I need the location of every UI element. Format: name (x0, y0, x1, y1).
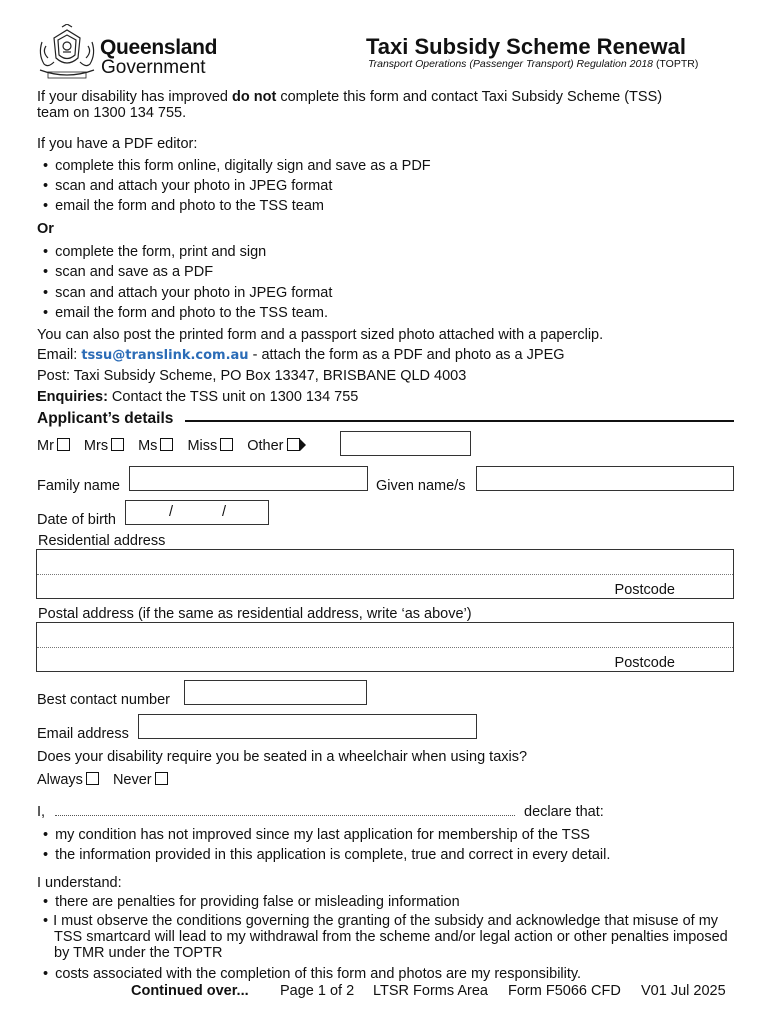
list-item: • scan and attach your photo in JPEG format (43, 177, 332, 195)
wheelchair-question: Does your disability require you be seated in a wheelchair when using taxis? (37, 749, 528, 765)
never-checkbox[interactable] (155, 772, 168, 785)
email-address-label: Email address (37, 726, 129, 742)
contact-number-label: Best contact number (37, 692, 170, 708)
residential-address-field[interactable] (36, 549, 734, 599)
always-checkbox[interactable] (86, 772, 99, 785)
family-name-field[interactable] (129, 466, 368, 491)
dob-separator: / (169, 504, 174, 520)
post-note: You can also post the printed form and a passport sized photo attached with a paperclip. (37, 327, 604, 343)
continued-over: Continued over... (131, 983, 249, 999)
mr-checkbox[interactable] (57, 438, 70, 451)
mrs-checkbox[interactable] (111, 438, 124, 451)
postal-address-label: Postal address (if the same as residential address, write ‘as above’) (38, 606, 472, 622)
postcode-label: Postcode (614, 582, 675, 598)
title-checkboxes: Mr Mrs Ms Miss Other (37, 437, 306, 455)
list-item: • email the form and photo to the TSS team (43, 197, 324, 215)
org-name-line1: Queensland (100, 36, 218, 59)
list-item: • complete this form online, digitally sign and save as a PDF (43, 157, 431, 175)
miss-checkbox[interactable] (220, 438, 233, 451)
form-version: V01 Jul 2025 (641, 983, 726, 999)
arrow-right-icon (300, 439, 306, 451)
form-number: Form F5066 CFD (508, 983, 621, 999)
dob-label: Date of birth (37, 512, 116, 528)
list-item: • email the form and photo to the TSS team. (43, 304, 328, 322)
queensland-crest-logo (34, 24, 100, 82)
list-item: • costs associated with the completion of this form and photos are my responsibility. (43, 965, 581, 983)
declarant-name-field[interactable] (55, 815, 515, 816)
postcode-label: Postcode (614, 655, 675, 671)
list-item: • the information provided in this application is complete, true and correct in every detail. (43, 846, 610, 864)
list-item: • complete the form, print and sign (43, 243, 266, 261)
understand-heading: I understand: (37, 875, 122, 891)
given-names-label: Given name/s (376, 478, 466, 494)
list-item: • scan and save as a PDF (43, 263, 213, 281)
residential-address-label: Residential address (38, 533, 166, 549)
or-label: Or (37, 221, 54, 237)
page-number: Page 1 of 2 (280, 983, 355, 999)
list-item: • scan and attach your photo in JPEG format (43, 284, 332, 302)
other-title-field[interactable] (340, 431, 471, 456)
dob-separator: / (222, 504, 227, 520)
list-item: • there are penalties for providing false or misleading information (43, 893, 460, 911)
contact-number-field[interactable] (184, 680, 367, 705)
ms-checkbox[interactable] (160, 438, 173, 451)
email-address-field[interactable] (138, 714, 477, 739)
enquiries-line: Enquiries: Contact the TSS unit on 1300 134 755 (37, 389, 359, 405)
dob-field[interactable] (125, 500, 269, 525)
post-address: Post: Taxi Subsidy Scheme, PO Box 13347, BRISBANE QLD 4003 (37, 368, 467, 384)
family-name-label: Family name (37, 478, 120, 494)
improved-notice-cont: team on 1300 134 755. (37, 105, 187, 121)
wheelchair-options: Always Never (37, 771, 182, 789)
form-area: LTSR Forms Area (373, 983, 488, 999)
form-title: Taxi Subsidy Scheme Renewal (366, 34, 686, 59)
given-names-field[interactable] (476, 466, 734, 491)
improved-notice: If your disability has improved do not complete this form and contact Taxi Subsidy Scheme (TSS) (37, 89, 663, 105)
email-line: Email: tssu@translink.com.au - attach the form as a PDF and photo as a JPEG (37, 347, 565, 363)
form-subtitle: Transport Operations (Passenger Transport) Regulation 2018 (TOPTR) (368, 58, 699, 70)
declare-label: declare that: (524, 804, 604, 820)
org-name-line2: Government (101, 57, 206, 78)
declaration-i: I, (37, 804, 46, 820)
list-item: • my condition has not improved since my last application for membership of the TSS (43, 826, 590, 844)
pdf-editor-heading: If you have a PDF editor: (37, 136, 198, 152)
section-divider (185, 420, 734, 422)
other-checkbox[interactable] (287, 438, 300, 451)
list-item: • I must observe the conditions governing the granting of the subsidy and acknowledge that misuse of my TSS smartcard will lead to my withdrawal from the scheme and/or legal action or other penalties imposed by TMR under the TOPTR (43, 913, 738, 961)
email-link[interactable]: tssu@translink.com.au (81, 348, 249, 363)
postal-address-field[interactable] (36, 622, 734, 672)
applicant-section-heading: Applicant’s details (37, 410, 177, 428)
